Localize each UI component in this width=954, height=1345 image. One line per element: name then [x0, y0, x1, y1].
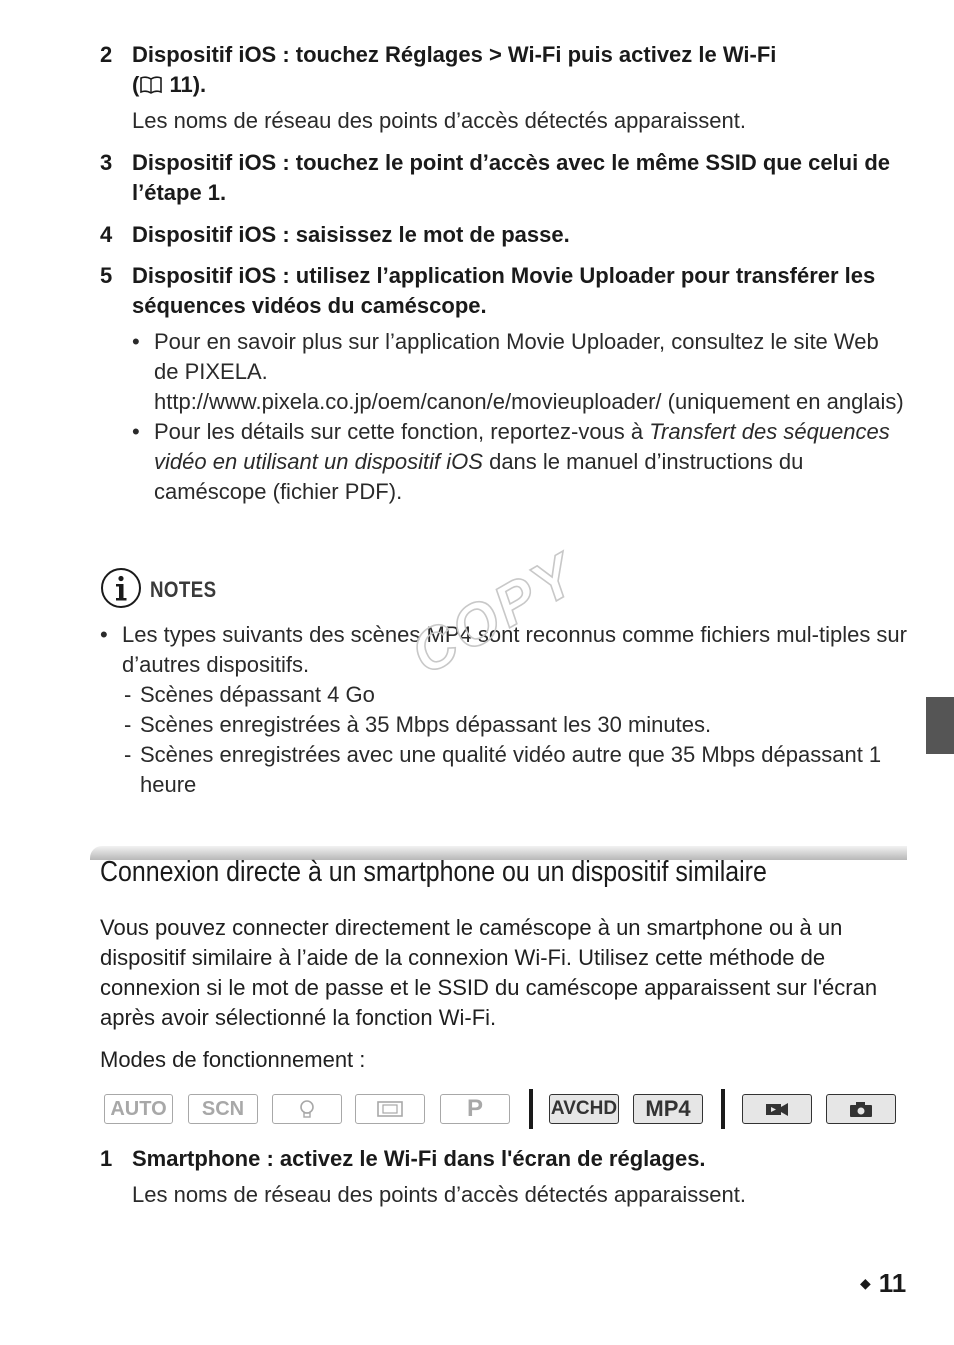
pixela-link[interactable]: http://www.pixela.co.jp/oem/canon/e/movieuploader/ (uniquement en anglais) [154, 389, 904, 414]
step-number: 3 [100, 150, 113, 175]
step-4 [100, 220, 910, 250]
section-title: Connexion directe à un smartphone ou un dispositif similaire [100, 856, 767, 888]
info-icon [100, 567, 142, 614]
step-text: Dispositif iOS : touchez le point d’accès avec le même SSID que celui de l’étape 1. [132, 150, 891, 205]
mode-mp4: MP4 [633, 1094, 703, 1124]
step-description: Les noms de réseau des points d’accès détectés apparaissent. [132, 108, 746, 133]
list-item: • Pour les détails sur cette fonction, reportez-vous à Transfert des séquences vidéo en utilisant un dispositif iOS dans le manuel d’instructions du caméscope (fichier PDF). [132, 419, 890, 504]
film-frame-icon [355, 1094, 425, 1124]
mode-separator [529, 1089, 533, 1129]
mode-separator [721, 1089, 725, 1129]
step-description: Les noms de réseau des points d’accès détectés apparaissent. [132, 1182, 746, 1207]
section-paragraph: Vous pouvez connecter directement le caméscope à un smartphone ou à un dispositif similaire à l’aide de la connexion Wi-Fi. Utilisez cette méthode de connexion si le mot de passe et le SSID du caméscope apparaissent sur l'écran après avoir sélectionné la fonction Wi-Fi. [100, 915, 878, 1030]
note-subitem: - Scènes enregistrées avec une qualité vidéo autre que 35 Mbps dépassant 1 heure [124, 742, 882, 797]
notes-header [100, 569, 228, 611]
step-5 [100, 261, 910, 321]
notes-label: NOTES [150, 577, 217, 602]
step-number: 1 [100, 1146, 113, 1171]
step-text: Dispositif iOS : utilisez l’application Movie Uploader pour transférer les séquences vidéos du caméscope. [132, 263, 876, 318]
video-camera-play-icon [742, 1094, 812, 1124]
step-text: Smartphone : activez le Wi-Fi dans l'écran de réglages. [132, 1146, 706, 1171]
list-item: • Les types suivants des scènes MP4 sont reconnus comme fichiers mul-tiples sur d’autres dispositifs. [100, 622, 907, 677]
step-number: 5 [100, 263, 113, 288]
book-icon [139, 70, 163, 100]
note-subitem: - Scènes dépassant 4 Go [124, 682, 375, 707]
modes-label: Modes de fonctionnement : [100, 1047, 366, 1072]
step-number: 2 [100, 42, 113, 67]
step-2 [100, 40, 910, 136]
step-number: 4 [100, 222, 113, 247]
chapter-tab [926, 697, 954, 754]
step-5-bullets [132, 327, 907, 507]
notes-body [100, 620, 910, 800]
step-text: Dispositif iOS : touchez Réglages > Wi-Fi puis activez le Wi-Fi ( 11). [132, 40, 910, 100]
copy-watermark: COPY [400, 540, 590, 688]
list-item: • Pour en savoir plus sur l’application Movie Uploader, consultez le site Web de PIXELA. http://www.pixela.co.jp/oem/canon/e/movieuploader/ (uniquement en anglais) [132, 329, 904, 414]
smartphone-step-1 [100, 1144, 910, 1210]
mode-p: P [440, 1094, 510, 1124]
lightbulb-icon [272, 1094, 342, 1124]
step-text: Dispositif iOS : saisissez le mot de passe. [132, 222, 570, 247]
page-number: ◆ 11 [860, 1268, 907, 1298]
mode-avchd: AVCHD [549, 1094, 619, 1124]
step-3 [100, 148, 910, 208]
diamond-icon: ◆ [860, 1275, 871, 1291]
mode-auto: AUTO [104, 1094, 173, 1124]
note-subitem: - Scènes enregistrées à 35 Mbps dépassant les 30 minutes. [124, 712, 712, 737]
mode-scn: SCN [188, 1094, 258, 1124]
camera-icon [826, 1094, 896, 1124]
